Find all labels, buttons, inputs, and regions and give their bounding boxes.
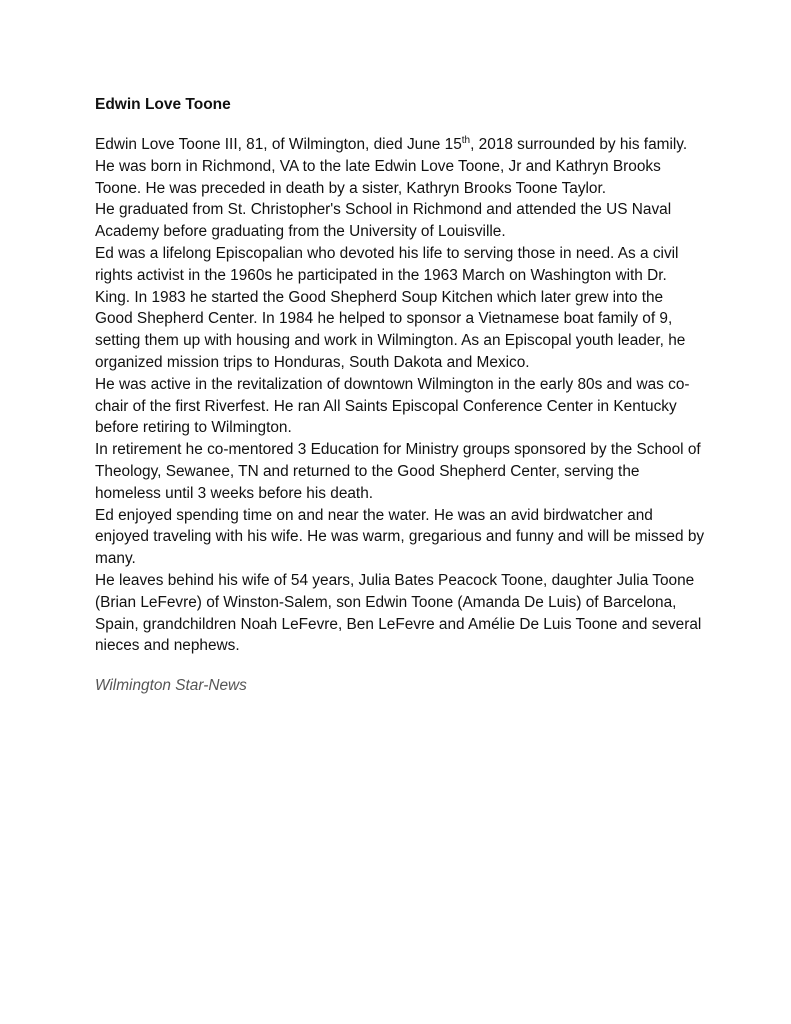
source-attribution: Wilmington Star-News [95,677,247,695]
death-notice-text-start: Edwin Love Toone III, 81, of Wilmington, died June 15 [95,136,462,153]
paragraph-survivors: He leaves behind his wife of 54 years, Julia Bates Peacock Toone, daughter Julia Toone (Brian LeFevre) of Winston-Salem, son Edwin Toone (Amanda De Luis) of Barcelona, Spain, grandchildren Noah LeFevre, Ben LeFevre and Amélie De Luis Toone and several nieces and nephews. [95,571,702,655]
paragraph-birth-family: He was born in Richmond, VA to the late Edwin Love Toone, Jr and Kathryn Brooks Toone. He was preceded in death by a sister, Kathryn Brooks Toone Taylor. [95,157,661,197]
paragraph-service: Ed was a lifelong Episcopalian who devoted his life to serving those in need. As a civil rights activist in the 1960s he participated in the 1963 March on Washington with Dr. King. In 1983 he started the Good Shepherd Soup Kitchen which later grew into the Good Shepherd Center. In 1984 he helped to sponsor a Vietnamese boat family of 9, setting them up with housing and work in Wilmington. As an Episcopal youth leader, he organized mission trips to Honduras, South Dakota and Mexico. [95,244,686,371]
obituary-content [95,94,705,697]
paragraph-death-notice [95,134,705,156]
obituary-title: Edwin Love Toone [95,96,231,113]
obituary-body [95,134,705,657]
paragraph-personal-interests: Ed enjoyed spending time on and near the water. He was an avid birdwatcher and enjoyed traveling with his wife. He was warm, gregarious and funny and will be missed by many. [95,506,705,568]
paragraph-education: He graduated from St. Christopher's School in Richmond and attended the US Naval Academy before graduating from the University of Louisville. [95,201,672,241]
ordinal-suffix: th [461,134,471,146]
paragraph-retirement: In retirement he co-mentored 3 Education for Ministry groups sponsored by the School of Theology, Sewanee, TN and returned to the Good Shepherd Center, serving the homeless until 3 weeks before his death. [95,441,701,502]
paragraph-wilmington-activity: He was active in the revitalization of downtown Wilmington in the early 80s and was co-chair of the first Riverfest. He ran All Saints Episcopal Conference Center in Kentucky before retiring to Wilmington. [95,375,690,437]
death-notice-text-end: , 2018 surrounded by his family. [470,136,688,153]
